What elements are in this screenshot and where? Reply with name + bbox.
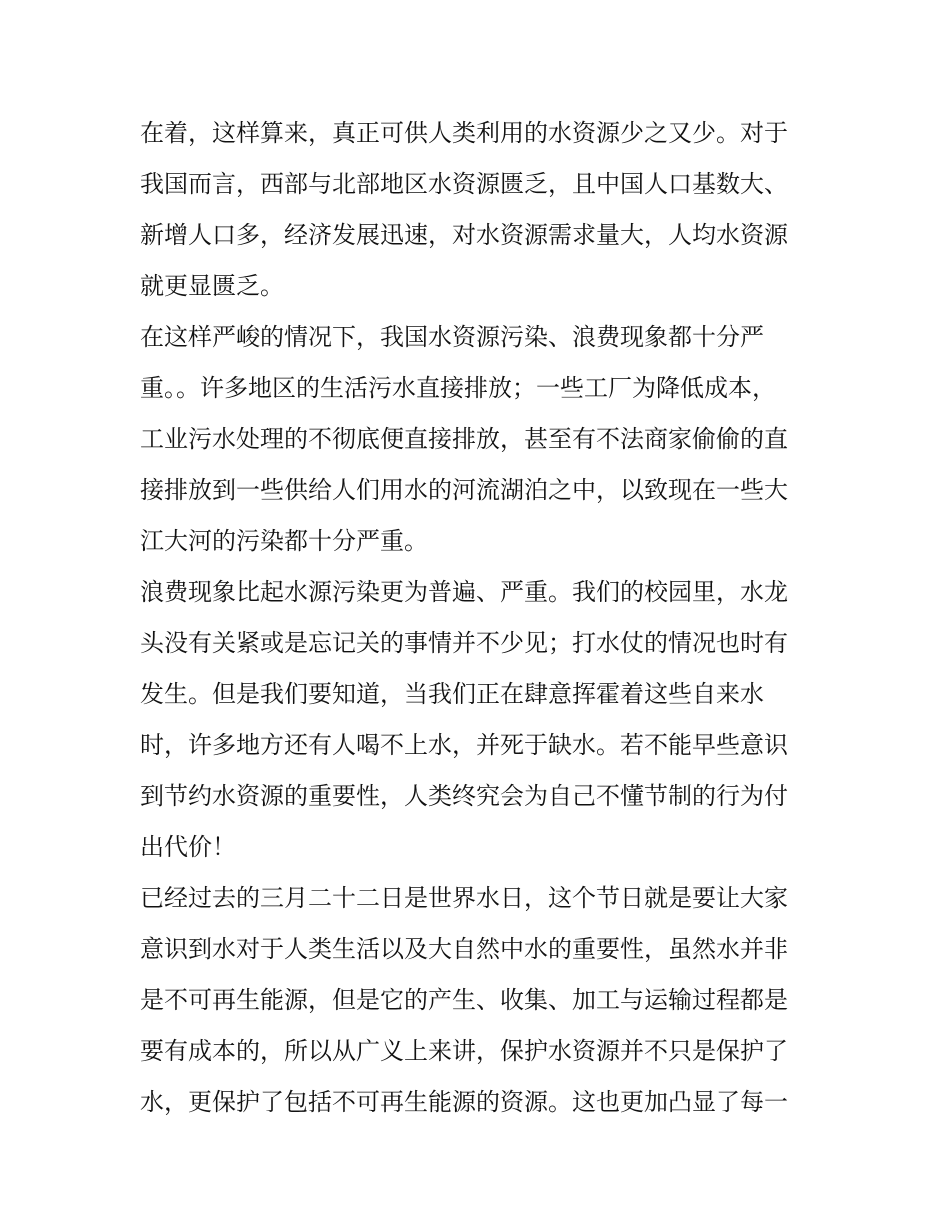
document-body: [140, 108, 820, 1128]
text-line: 工业污水处理的不彻底便直接排放，甚至有不法商家偷偷的直: [140, 425, 788, 453]
text-line: 新增人口多，经济发展迅速，对水资源需求量大，人均水资源: [140, 221, 788, 249]
text-line: 水，更保护了包括不可再生能源的资源。这也更加凸显了每一: [140, 1088, 788, 1116]
text-line: 重。。许多地区的生活污水直接排放；一些工厂为降低成本，: [140, 374, 776, 402]
text-line: 发生。但是我们要知道，当我们正在肆意挥霍着这些自来水: [140, 680, 764, 708]
text-line: 时，许多地方还有人喝不上水，并死于缺水。若不能早些意识: [140, 731, 788, 759]
text-line: 已经过去的三月二十二日是世界水日，这个节日就是要让大家: [140, 884, 788, 912]
text-line: 在着，这样算来，真正可供人类利用的水资源少之又少。对于: [140, 119, 788, 147]
text-line: 要有成本的，所以从广义上来讲，保护水资源并不只是保护了: [140, 1037, 788, 1065]
text-line: 江大河的污染都十分严重。: [140, 527, 428, 555]
text-line: 我国而言，西部与北部地区水资源匮乏，且中国人口基数大、: [140, 170, 788, 198]
text-line: 意识到水对于人类生活以及大自然中水的重要性，虽然水并非: [140, 935, 788, 963]
text-line: 在这样严峻的情况下，我国水资源污染、浪费现象都十分严: [140, 323, 764, 351]
text-line: 接排放到一些供给人们用水的河流湖泊之中，以致现在一些大: [140, 476, 788, 504]
text-line: 出代价！: [140, 833, 236, 861]
text-line: 浪费现象比起水源污染更为普遍、严重。我们的校园里，水龙: [140, 578, 788, 606]
text-line: 是不可再生能源，但是它的产生、收集、加工与运输过程都是: [140, 986, 788, 1014]
text-line: 头没有关紧或是忘记关的事情并不少见；打水仗的情况也时有: [140, 629, 788, 657]
text-line: 到节约水资源的重要性，人类终究会为自己不懂节制的行为付: [140, 782, 788, 810]
text-line: 就更显匮乏。: [140, 272, 284, 300]
